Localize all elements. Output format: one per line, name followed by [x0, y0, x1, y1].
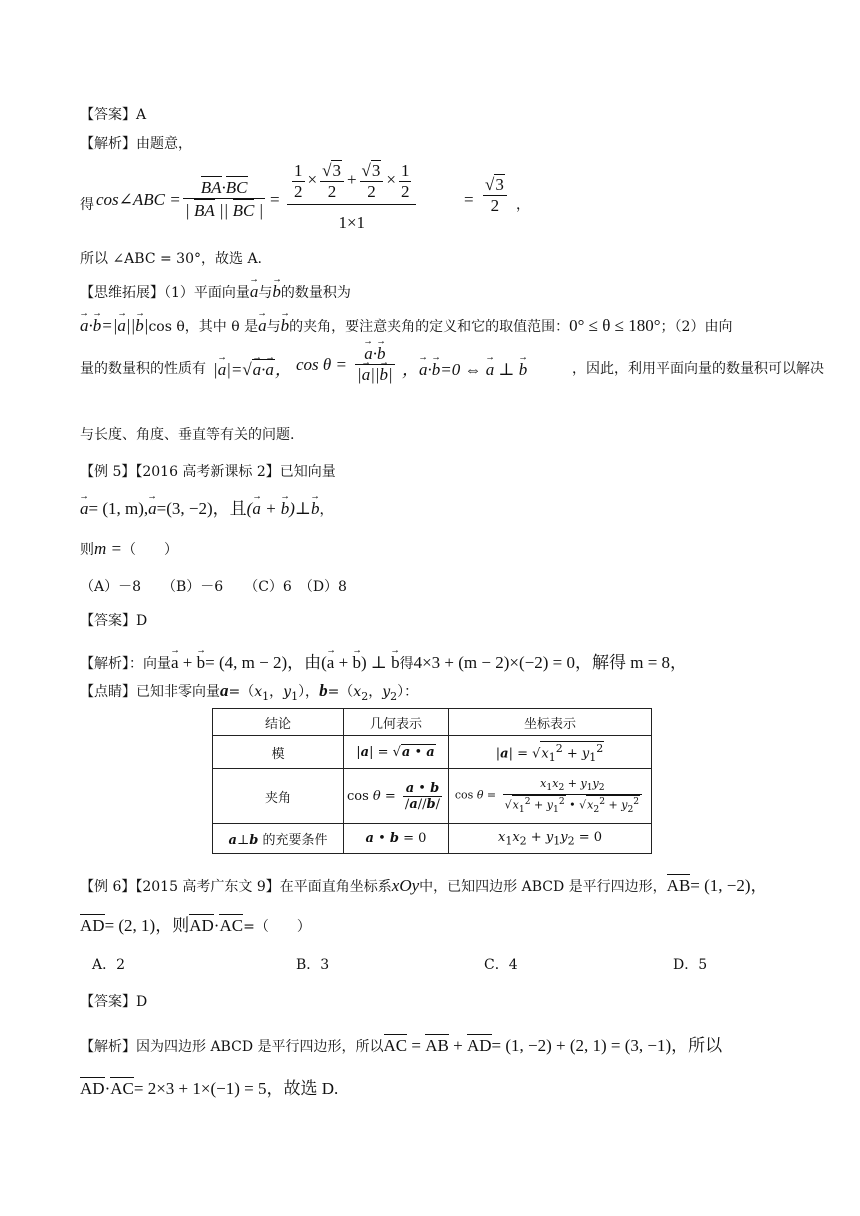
example5-title: 【例 5】【2016 高考新课标 2】已知向量 — [80, 464, 336, 480]
cos-theta: cos θ = — [296, 355, 347, 374]
analysis-label: 【解析】 — [80, 136, 136, 152]
numeric-fraction: $\frac{1}{2}$ × $\frac{√3}{2}$ + $\frac{√3}{2}$ × $\frac{1}{2}$ 1×1 — [287, 160, 416, 233]
example6-text: 中，已知四边形 ABCD 是平行四边形， — [419, 879, 667, 895]
example5-question — [80, 539, 178, 559]
vector-fraction: $\frac{BA\cdot BC}{| BA || BC |}$ — [185, 178, 264, 220]
example5-eq-b: =(3, −2)，且 — [156, 499, 247, 518]
perpendicular-condition: ，→ a·→ b=0 ⇔ → a ⊥ → b — [402, 355, 527, 380]
analysis-text: 由题意， — [136, 136, 192, 152]
answer-value: A — [136, 107, 147, 123]
extension-line2-mid: cos θ，其中 θ 是 — [148, 319, 259, 335]
conclusion-line-1: 所以 ∠ABC = 30°，故选 A. — [80, 251, 263, 267]
table-header: 坐标表示 — [449, 709, 652, 736]
analysis-line-6b: AD·AC= 2×3 + 1×(−1) = 5，故选 D. — [80, 1079, 339, 1098]
tips-text: 已知非零向量 — [136, 684, 220, 700]
tips-line: 【点睛】已知非零向量$a=(x_1$，$y_1$），$b=(x_2$，$y_2$）： — [80, 681, 419, 703]
m-equals: m = — [94, 539, 122, 558]
answer-line-6 — [80, 991, 147, 1011]
extension-line2-mid2: 的夹角，要注意夹角的定义和它的取值范围： — [289, 319, 570, 335]
table-cell: a • b = 0 — [344, 824, 449, 854]
analysis-label-6: 【解析】 — [80, 1039, 136, 1055]
example6-condition: AD= (2, 1)，则AD·AC=（ ） — [80, 916, 311, 935]
analysis6-eq: = (1, −2) + (2, 1) = (3, −1)，所以 — [491, 1036, 723, 1055]
table-cell: |a| = √a • a — [344, 736, 449, 769]
analysis6-final: = 2×3 + 1×(−1) = 5，故选 D. — [133, 1079, 339, 1098]
ask-text: 则 — [80, 542, 94, 558]
tips-label: 【点睛】 — [80, 684, 136, 700]
analysis5-eq2: 4×3 + (m − 2)×(−2) = 0，解得 m = 8， — [413, 653, 688, 672]
example6-title: 【例 6】【2015 高考广东文 9】在平面直角坐标系xOy中，已知四边形 ABCD 是平行四边形，AB= (1, −2)， — [80, 876, 768, 895]
option-d: D．5 — [673, 957, 708, 973]
extension-line3-a: 量的数量积的性质有 — [80, 361, 206, 377]
perp-symbol: ⊥ — [294, 499, 311, 518]
and-text-2: 与 — [266, 319, 281, 335]
table-cell: $x_1x_2 + y_1y_2 = 0$ — [449, 824, 652, 854]
vector-b: → b — [272, 282, 281, 301]
answer-value-5: D — [136, 613, 148, 629]
analysis-line-1 — [80, 133, 192, 153]
example5-condition: → a= (1, m),→ a=(3, −2)，且(→ a + → b)⊥→ b， — [80, 494, 333, 519]
answer-line-5 — [80, 610, 147, 630]
comparison-table — [212, 708, 652, 854]
dot-product-def: → a·→ b=|→ a||→ b| — [80, 316, 148, 335]
analysis5-eq1: = (4, m − 2)，由 — [205, 653, 322, 672]
vector-b-2: → b — [281, 316, 290, 335]
cos-theta-fraction: → $\frac{a\cdot\to b}{|\to a||\to b|}$ — [355, 344, 395, 385]
table-cell: cos θ = $\frac{x_1x_2 + y_1y_2}{√x_1^2 + y_1^2 • √x_2^2 + y_2^2}$ — [449, 769, 652, 824]
extension-line-2 — [80, 316, 732, 336]
analysis-line-5: 【解析】：向量→ a + → b= (4, m − 2)，由(→ a + → b) ⊥ → b得4×3 + (m − 2)×(−2) = 0，解得 m = 8， — [80, 648, 687, 673]
equation-prefix: 得 — [80, 197, 94, 213]
vector-ad: = (2, 1)，则 — [104, 916, 190, 935]
analysis5-text2: 得 — [399, 656, 414, 672]
denominator: 1×1 — [338, 213, 366, 232]
equals-sign: = — [270, 190, 280, 209]
table-header: 结论 — [213, 709, 344, 736]
analysis-label-5: 【解析】： — [80, 656, 143, 672]
answer-label-6: 【答案】 — [80, 994, 136, 1010]
table-cell: 夹角 — [213, 769, 344, 824]
xoy: xOy — [391, 876, 420, 895]
analysis6-text: 因为四边形 ABCD 是平行四边形，所以 — [136, 1039, 384, 1055]
option-a: A．2 — [92, 957, 126, 973]
table-cell: a⊥b 的充要条件 — [213, 824, 344, 854]
angle-range: 0° ≤ θ ≤ 180° — [569, 316, 661, 335]
analysis5-text1: 向量 — [143, 656, 171, 672]
extension-line3-b: ，因此，利用平面向量的数量积可以解决 — [572, 361, 824, 377]
result-fraction: $\frac{√3}{2}$ — [483, 174, 507, 216]
option-c: C．4 — [484, 957, 518, 973]
and-text: 与 — [258, 285, 273, 301]
table-header: 几何表示 — [344, 709, 449, 736]
vector-a-2: → a — [258, 316, 267, 335]
vector-a: → a — [250, 282, 259, 301]
example6-label: 【例 6】【2015 高考广东文 9】在平面直角坐标系 — [80, 879, 392, 895]
vector-ab: = (1, −2)， — [690, 876, 768, 895]
comma: ， — [516, 197, 530, 213]
table-cell: $|a| = √x_1^2 + y_1^2$ — [449, 736, 652, 769]
extension-line-1 — [80, 282, 351, 302]
table-cell: cos θ = $\frac{a • b}{/a//b/}$ — [344, 769, 449, 824]
answer-label: 【答案】 — [80, 107, 136, 123]
analysis-line-6: 【解析】因为四边形 ABCD 是平行四边形，所以AC = AB + AD= (1, −2) + (2, 1) = (3, −1)，所以 — [80, 1036, 723, 1055]
cos-abc: cos∠ABC = — [96, 190, 181, 209]
extension-part1: （1）平面向量 — [164, 285, 250, 301]
equals-sign-2: = — [464, 190, 474, 209]
answer-label-5: 【答案】 — [80, 613, 136, 629]
extension-line2-end: ；（2）由向 — [660, 319, 733, 335]
extension-part1-end: 的数量积为 — [280, 285, 351, 301]
example5-eq-a: = (1, m), — [88, 499, 149, 518]
example6-ask: =（ ） — [243, 919, 311, 935]
extension-line-4: 与长度、角度、垂直等有关的问题. — [80, 427, 295, 443]
paren: （ ） — [122, 542, 178, 558]
table-cell: 模 — [213, 736, 344, 769]
option-b: B．3 — [296, 957, 330, 973]
example5-options: （A）－8 （B）－6 （C）6 （D）8 — [80, 579, 347, 595]
magnitude-formula: |→ a|=√→ a·→ a， — [213, 355, 292, 380]
answer-value-6: D — [136, 994, 148, 1010]
answer-line-1 — [80, 104, 146, 124]
extension-label: 【思维拓展】 — [80, 285, 164, 301]
